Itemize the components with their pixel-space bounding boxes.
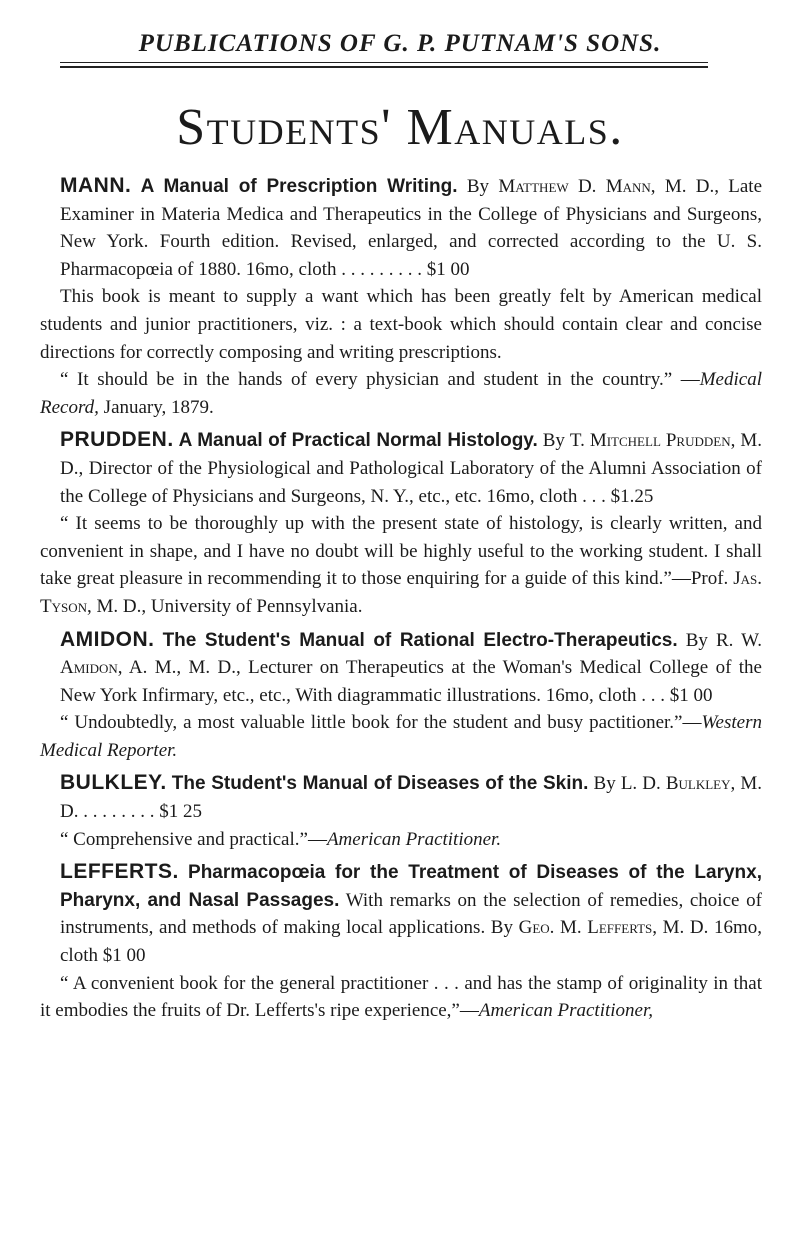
review-quote bbox=[40, 366, 762, 421]
quote-tail: M. D., University of Pennsylvania. bbox=[96, 595, 363, 617]
entry-bulkley bbox=[40, 769, 762, 853]
by-text: By bbox=[466, 176, 490, 197]
quote-text: “ It should be in the hands of every physician and student in the country.” — bbox=[60, 369, 700, 391]
author-name: BULKLEY. bbox=[60, 771, 167, 795]
book-details: M. D. . . . . . . . . $1 25 bbox=[60, 773, 763, 823]
book-details: A. M., M. D., Lecturer on Therapeutics at the Woman's Medical College of the New York Infirmary, etc., etc., With diagrammatic illustrations. 16mo, cloth . . . $1 00 bbox=[60, 657, 762, 706]
book-title: The Student's Manual of Diseases of the Skin. bbox=[171, 773, 589, 795]
entries bbox=[40, 172, 762, 1025]
entry-mann bbox=[40, 172, 762, 421]
by-text: By bbox=[685, 629, 708, 651]
book-title: A Manual of Prescription Writing. bbox=[140, 176, 458, 197]
page-title: Students' Manuals. bbox=[176, 99, 624, 156]
review-quote bbox=[40, 510, 762, 620]
author-name: AMIDON. bbox=[60, 627, 155, 651]
author-full-name: Geo. M. Lefferts, bbox=[518, 917, 658, 939]
citation bbox=[60, 426, 762, 510]
quote-text: “ It seems to be thoroughly up with the present state of histology, is clearly written, and convenient in shape, and I have no doubt will be highly useful to the working student. I shall take great pleasure in recommending it to those enquiring for a guide of this kind.”—Prof. bbox=[40, 513, 762, 590]
review-quote bbox=[40, 826, 762, 854]
review-quote bbox=[40, 970, 762, 1025]
entry-lefferts bbox=[40, 858, 762, 1025]
review-quote bbox=[40, 709, 762, 764]
author-name: PRUDDEN. bbox=[60, 428, 174, 452]
author-full-name: R. W. Amidon, bbox=[60, 629, 763, 679]
quote-source: Medical Record, bbox=[40, 369, 762, 418]
author-full-name: L. D. Bulkley, bbox=[620, 773, 736, 795]
by-text: By bbox=[542, 430, 565, 452]
header-rule-thick bbox=[60, 66, 708, 68]
book-details: M. D. 16mo, cloth $1 00 bbox=[60, 917, 762, 967]
header-rule-thin bbox=[60, 62, 708, 63]
author-full-name: Matthew D. Mann, bbox=[498, 176, 656, 197]
quote-source: American Practitioner, bbox=[478, 1000, 654, 1022]
author-full-name: T. Mitchell Prudden, bbox=[569, 430, 736, 452]
entry-prudden bbox=[40, 426, 762, 620]
running-head: PUBLICATIONS OF G. P. PUTNAM'S SONS. bbox=[138, 30, 662, 57]
citation bbox=[60, 172, 762, 283]
quote-text: “ Undoubtedly, a most valuable little book for the student and busy pactitioner.”— bbox=[60, 712, 702, 734]
book-details-intro: With remarks on the selection of remedies, choice of instruments, and methods of making local applications. By bbox=[60, 889, 762, 939]
book-title: The Student's Manual of Rational Electro-Therapeutics. bbox=[162, 629, 678, 651]
entry-amidon bbox=[40, 626, 762, 765]
citation bbox=[60, 858, 762, 969]
author-name: MANN. bbox=[60, 174, 132, 197]
book-title: Pharmacopœia for the Treatment of Diseases of the Larynx, Pharynx, and Nasal Passages. bbox=[60, 862, 762, 911]
book-title: A Manual of Practical Normal Histology. bbox=[178, 430, 538, 452]
author-name: LEFFERTS. bbox=[60, 860, 179, 884]
quote-source: American Practitioner. bbox=[326, 828, 502, 850]
by-text: By bbox=[593, 773, 616, 795]
citation bbox=[60, 769, 762, 825]
quote-text: “ Comprehensive and practical.”— bbox=[60, 828, 327, 850]
quote-text: “ A convenient book for the general practitioner . . . and has the stamp of originality in that it embodies the fruits of Dr. Lefferts's ripe experience,”— bbox=[40, 972, 762, 1022]
citation bbox=[60, 626, 762, 710]
description: This book is meant to supply a want which has been greatly felt by American medical students and junior practitioners, viz. : a text-book which should contain clear and concise directions for correctly composing and writing prescriptions. bbox=[40, 286, 762, 363]
book-details: M. D., Late Examiner in Materia Medica and Therapeutics in the College of Physicians and Surgeons, New York. Fourth edition. Revised, enlarged, and corrected according to the U. S. Pharmacopœia of 1880. 16mo, cloth . . . . . . . . . $1 00 bbox=[60, 176, 763, 280]
quote-source: Western Medical Reporter. bbox=[40, 712, 762, 761]
quote-tail: January, 1879. bbox=[103, 396, 214, 418]
quote-person: Jas. Tyson, bbox=[40, 568, 762, 617]
book-details: M. D., Director of the Physiological and Pathological Laboratory of the Alumni Association of the College of Physicians and Surgeons, N. Y., etc., etc. 16mo, cloth . . . $1.25 bbox=[60, 430, 762, 507]
